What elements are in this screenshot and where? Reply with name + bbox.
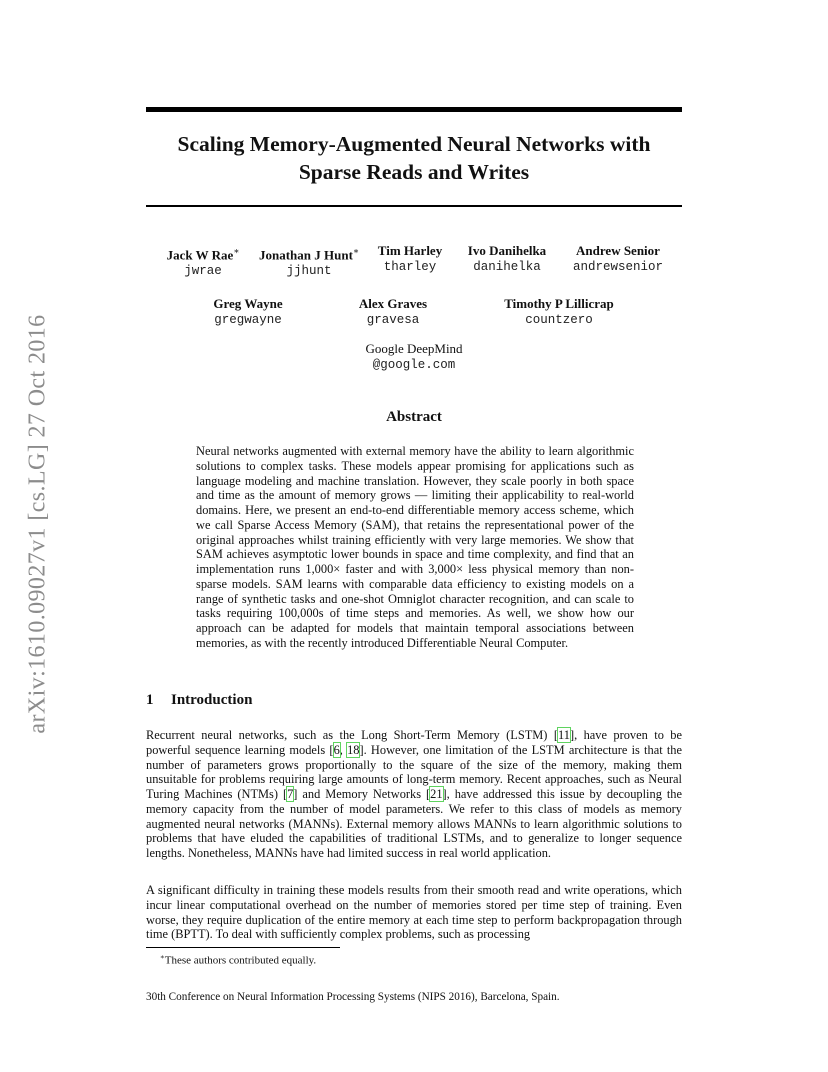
section-heading — [146, 692, 252, 709]
citation-link[interactable]: 6 — [333, 742, 340, 757]
author-ivo-danihelka — [468, 243, 546, 275]
text-span: ] and Memory Networks [ — [293, 787, 431, 801]
author-handle: danihelka — [473, 260, 541, 274]
citation-link[interactable]: 7 — [287, 787, 294, 801]
author-name: Jack W Rae — [166, 247, 234, 263]
text-span: , — [339, 742, 348, 757]
author-name: Greg Wayne — [213, 296, 283, 311]
author-name: Tim Harley — [377, 243, 443, 258]
footnote-text: These authors contributed equally. — [164, 954, 317, 967]
author-handle: andrewsenior — [572, 260, 664, 274]
author-handle: tharley — [383, 260, 437, 274]
abstract-heading: Abstract — [386, 409, 442, 425]
intro-paragraph-1 — [146, 728, 682, 861]
author-handle: gravesa — [366, 313, 420, 327]
citation-link[interactable]: 21 — [430, 787, 443, 801]
author-timothy-lillicrap — [504, 296, 614, 328]
author-handle: jwrae — [184, 264, 222, 279]
conference-note: 30th Conference on Neural Information Processing Systems (NIPS 2016), Barcelona, Spain. — [146, 991, 560, 1003]
title-rule-top — [146, 107, 682, 112]
author-handle: countzero — [525, 313, 593, 327]
author-mark: ∗ — [233, 246, 240, 256]
section-title: Introduction — [171, 692, 253, 708]
affiliation-org: Google DeepMind — [365, 341, 463, 356]
text-span: ], have addressed this issue by decoupling the memory capacity from the number of model parameters. We refer to this class of models as memory augmented neural networks (MANNs). External memory allows MANNs to learn algorithmic solutions to problems that have eluded the capabilities of traditional LSTMs, and to generalize to longer sequence lengths. Nonetheless, MANNs have had limited success in real world application. — [146, 787, 682, 860]
affiliation — [365, 341, 462, 373]
abstract-text: Neural networks augmented with external memory have the ability to learn algorithmic solutions to complex tasks. These models appear promising for applications such as language modeling and machine translation. However, they scale poorly in both space and time as the amount of memory grows — limiting their applicability to real-world domains. Here, we present an end-to-end differentiable memory access scheme, which we call Sparse Access Memory (SAM), that retains the representational power of the original approaches whilst training efficiently with very large memories. We show that SAM achieves asymptotic lower bounds in space and time complexity, and find that an implementation runs 1,000× faster and with 3,000× less physical memory than non-sparse models. SAM learns with comparable data efficiency to existing models on a range of synthetic tasks and one-shot Omniglot character recognition, and can scale to tasks requiring 100,000s of time steps and memories. As well, we show how our approach can be adapted for models that maintain temporal associations between memories, as with the recently introduced Differentiable Neural Computer. — [196, 444, 634, 650]
author-andrew-senior — [573, 243, 663, 275]
title-line-2: Sparse Reads and Writes — [298, 160, 530, 184]
author-handle: jjhunt — [286, 264, 332, 279]
footnote — [160, 951, 316, 968]
author-greg-wayne — [213, 296, 282, 328]
author-mark: ∗ — [352, 246, 360, 256]
author-alex-graves — [359, 296, 427, 328]
author-tim-harley — [378, 243, 442, 275]
author-jonathan-hunt — [259, 243, 359, 279]
title-line-1: Scaling Memory-Augmented Neural Networks with — [177, 132, 651, 156]
footnote-mark: ∗ — [160, 953, 165, 961]
author-name: Andrew Senior — [576, 243, 660, 258]
author-name: Jonathan J Hunt — [258, 247, 353, 263]
author-handle: gregwayne — [214, 313, 282, 327]
text-span: ], have proven to be powerful sequence learning models [ — [146, 728, 683, 757]
footnote-rule — [146, 947, 340, 948]
title-rule-bottom — [146, 205, 682, 207]
arxiv-watermark: arXiv:1610.09027v1 [cs.LG] 27 Oct 2016 — [24, 314, 51, 734]
citation-link[interactable]: 11 — [558, 728, 570, 742]
intro-paragraph-2: A significant difficulty in training these models results from their smooth read and write operations, which incur linear computational overhead on the number of memories stored per time step of training. Even worse, they require duplication of the entire memory at each time step to perform backpropagation through time (BPTT). To deal with sufficiently complex problems, such as processing — [146, 883, 682, 942]
paper-title — [146, 130, 682, 186]
affiliation-domain: @google.com — [372, 358, 456, 372]
author-name: Ivo Danihelka — [467, 243, 547, 258]
section-number: 1 — [146, 692, 154, 708]
author-name: Timothy P Lillicrap — [504, 296, 614, 311]
author-jack-rae — [167, 243, 240, 279]
text-span: Recurrent neural networks, such as the Long Short-Term Memory (LSTM) [ — [146, 728, 558, 742]
author-name: Alex Graves — [358, 296, 428, 311]
citation-link[interactable]: 18 — [347, 742, 360, 757]
text-span: ]. However, one limitation of the LSTM architecture is that the number of parameters grows proportionally to the square of the size of the memory, making them unsuitable for problems requiring large amounts of long-term memory. Recent approaches, such as Neural Turing Machines (NTMs) [ — [146, 742, 682, 801]
